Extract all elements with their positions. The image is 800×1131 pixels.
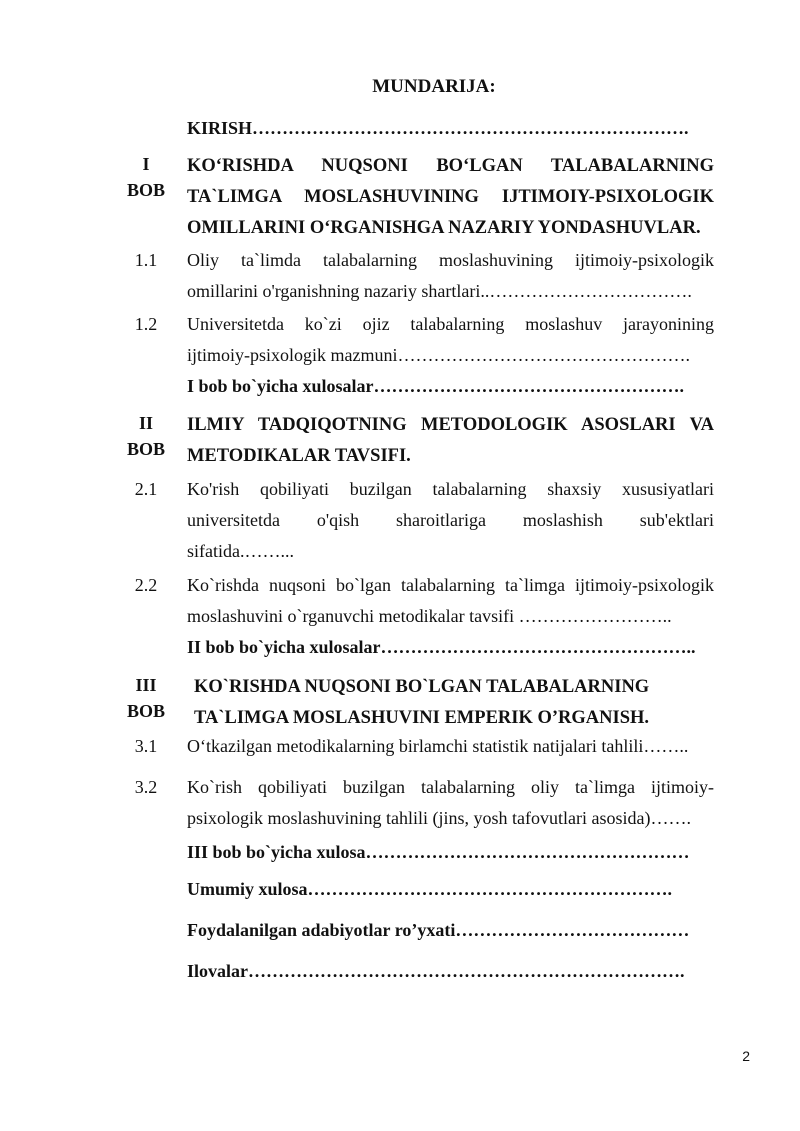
chapter-number: I BOB — [126, 154, 165, 200]
section-number: 2.1 — [134, 479, 158, 499]
toc-text — [187, 731, 714, 762]
toc-line: ILMIY TADQIQOTNING METODOLOGIK ASOSLARI VA — [187, 415, 714, 435]
toc-line: omillarini o'rganishning nazariy shartlari..……………………………. — [187, 281, 692, 301]
section-number: 3.2 — [134, 777, 158, 797]
toc-line: moslashuvini o`rganuvchi metodikalar tavsifi …………………….. — [187, 606, 672, 626]
toc-text — [187, 570, 714, 632]
toc-text — [187, 151, 714, 244]
section-number: 1.2 — [134, 314, 158, 334]
toc-line: ijtimoiy-psixologik mazmuni…………………………………………. — [187, 345, 690, 365]
toc-line: Ko'rish qobiliyati buzilgan talabalarning shaxsiy xususiyatlari — [187, 479, 714, 499]
toc-line: psixologik moslashuvining tahlili (jins, yosh tafovutlari asosida)……. — [187, 808, 691, 828]
toc-line: KO‘RISHDA NUQSONI BO‘LGAN TALABALARNING — [187, 156, 714, 176]
toc-line: II bob bo`yicha xulosalar…………………………………………….. — [187, 637, 696, 657]
toc-text — [187, 915, 714, 946]
toc-line: III bob bo`yicha xulosa……………………………………………… — [187, 842, 690, 862]
toc-text — [187, 245, 714, 307]
section-number: 3.1 — [134, 736, 158, 756]
chapter-number: II BOB — [126, 413, 165, 459]
toc-line: TA`LIMGA MOSLASHUVINI EMPERIK O’RGANISH. — [194, 708, 650, 728]
toc-line: O‘tkazilgan metodikalarning birlamchi statistik natijalari tahlili…….. — [187, 736, 689, 756]
toc-line: Oliy ta`limda talabalarning moslashuvining ijtimoiy-psixologik — [187, 250, 714, 270]
toc-text — [187, 632, 714, 663]
section-number: 2.2 — [134, 575, 158, 595]
toc-text — [187, 837, 714, 868]
toc-line: I bob bo`yicha xulosalar……………………………………………. — [187, 376, 685, 396]
toc-text — [187, 371, 714, 402]
toc-text — [187, 772, 714, 834]
toc-text — [187, 309, 714, 371]
toc-text — [194, 672, 721, 734]
toc-text — [187, 874, 714, 905]
toc-text — [187, 113, 714, 144]
toc-line: Ko`rishda nuqsoni bo`lgan talabalarning ta`limga ijtimoiy-psixologik — [187, 575, 714, 595]
toc-text — [187, 956, 714, 987]
page-number: 2 — [742, 1048, 750, 1064]
toc-line: Ko`rish qobiliyati buzilgan talabalarning oliy ta`limga ijtimoiy- — [187, 777, 714, 797]
toc-line: universitetda o'qish sharoitlariga moslashish sub'ektlari — [187, 510, 714, 530]
page-title: MUNDARIJA: — [372, 76, 496, 97]
toc-line: METODIKALAR TAVSIFI. — [187, 446, 411, 466]
toc-line: sifatida.……... — [187, 541, 294, 561]
chapter-number: III BOB — [126, 675, 165, 721]
toc-line: TA`LIMGA MOSLASHUVINING IJTIMOIY-PSIXOLOGIK — [187, 187, 714, 207]
toc-text — [187, 410, 714, 472]
toc-line: Foydalanilgan adabiyotlar ro’yxati………………………………… — [187, 920, 690, 940]
toc-text — [187, 474, 714, 567]
section-number: 1.1 — [134, 250, 158, 270]
toc-line: KO`RISHDA NUQSONI BO`LGAN TALABALARNING — [194, 677, 650, 697]
toc-line: Universitetda ko`zi ojiz talabalarning moslashuv jarayonining — [187, 314, 714, 334]
toc-line: OMILLARINI O‘RGANISHGA NAZARIY YONDASHUVLAR. — [187, 218, 701, 238]
toc-line: Umumiy xulosa……………………………………………………. — [187, 879, 673, 899]
toc-line: KIRISH………………………………………………………………. — [187, 118, 689, 138]
toc-line: Ilovalar………………………………………………………………. — [187, 961, 685, 981]
